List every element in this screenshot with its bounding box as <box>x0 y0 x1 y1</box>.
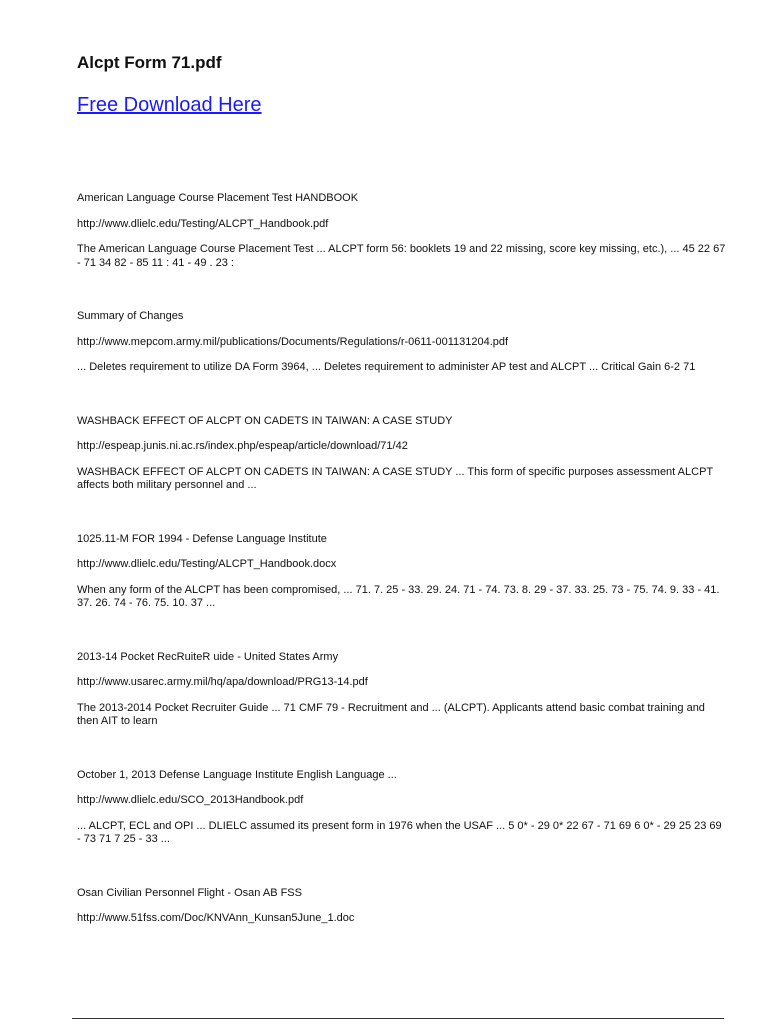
result-snippet: ... ALCPT, ECL and OPI ... DLIELC assumed its present form in 1976 when the USAF ... 5 0* - 29 0* 22 67 - 71 69 6 0* - 29 25 23 69 - 73 71 7 25 - 33 ... <box>77 819 722 845</box>
footer-divider <box>72 1018 724 1019</box>
result-title: American Language Course Placement Test HANDBOOK <box>77 192 359 204</box>
result-snippet: When any form of the ALCPT has been compromised, ... 71. 7. 25 - 33. 29. 24. 71 - 74. 73. 8. 29 - 37. 33. 25. 73 - 75. 74. 9. 33 - 41. 37. 26. 74 - 76. 75. 10. 37 ... <box>77 583 720 609</box>
list-item <box>77 887 727 926</box>
result-snippet: The American Language Course Placement Test ... ALCPT form 56: booklets 19 and 22 missing, score key missing, etc.), ... 45 22 67 - 71 34 82 - 85 11 : 41 - 49 . 23 : <box>77 243 726 269</box>
result-url: http://www.dlielc.edu/Testing/ALCPT_Handbook.pdf <box>77 217 329 230</box>
result-title: Osan Civilian Personnel Flight - Osan AB FSS <box>77 886 302 899</box>
results-list <box>77 192 727 926</box>
result-url: http://www.dlielc.edu/SCO_2013Handbook.pdf <box>77 794 304 806</box>
result-url: http://www.51fss.com/Doc/KNVAnn_Kunsan5June_1.doc <box>77 912 355 924</box>
list-item <box>77 192 727 270</box>
list-item <box>77 533 727 611</box>
list-item <box>77 651 727 729</box>
result-title: October 1, 2013 Defense Language Institute English Language ... <box>77 768 397 781</box>
result-url: http://www.dlielc.edu/Testing/ALCPT_Handbook.docx <box>77 558 337 570</box>
result-snippet: ... Deletes requirement to utilize DA Form 3964, ... Deletes requirement to administer AP test and ALCPT ... Critical Gain 6-2 71 <box>77 361 696 373</box>
list-item <box>77 769 727 847</box>
result-title: 1025.11-M FOR 1994 - Defense Language Institute <box>77 532 327 545</box>
result-url: http://www.usarec.army.mil/hq/apa/download/PRG13-14.pdf <box>77 676 368 688</box>
result-snippet: WASHBACK EFFECT OF ALCPT ON CADETS IN TAIWAN: A CASE STUDY ... This form of specific purposes assessment ALCPT affects both military personnel and ... <box>77 465 713 491</box>
free-download-link[interactable]: Free Download Here <box>77 94 262 116</box>
result-title: 2013-14 Pocket RecRuiteR uide - United States Army <box>77 650 339 663</box>
result-title: Summary of Changes <box>77 310 184 322</box>
result-snippet: The 2013-2014 Pocket Recruiter Guide ... 71 CMF 79 - Recruitment and ... (ALCPT). Applicants attend basic combat training and then AIT to learn <box>77 701 705 727</box>
result-title: WASHBACK EFFECT OF ALCPT ON CADETS IN TAIWAN: A CASE STUDY <box>77 414 453 427</box>
result-url: http://espeap.junis.ni.ac.rs/index.php/espeap/article/download/71/42 <box>77 440 408 452</box>
list-item <box>77 415 727 493</box>
page-title: Alcpt Form 71.pdf <box>77 53 222 72</box>
list-item <box>77 310 727 375</box>
result-url: http://www.mepcom.army.mil/publications/Documents/Regulations/r-0611-001131204.pdf <box>77 335 509 348</box>
